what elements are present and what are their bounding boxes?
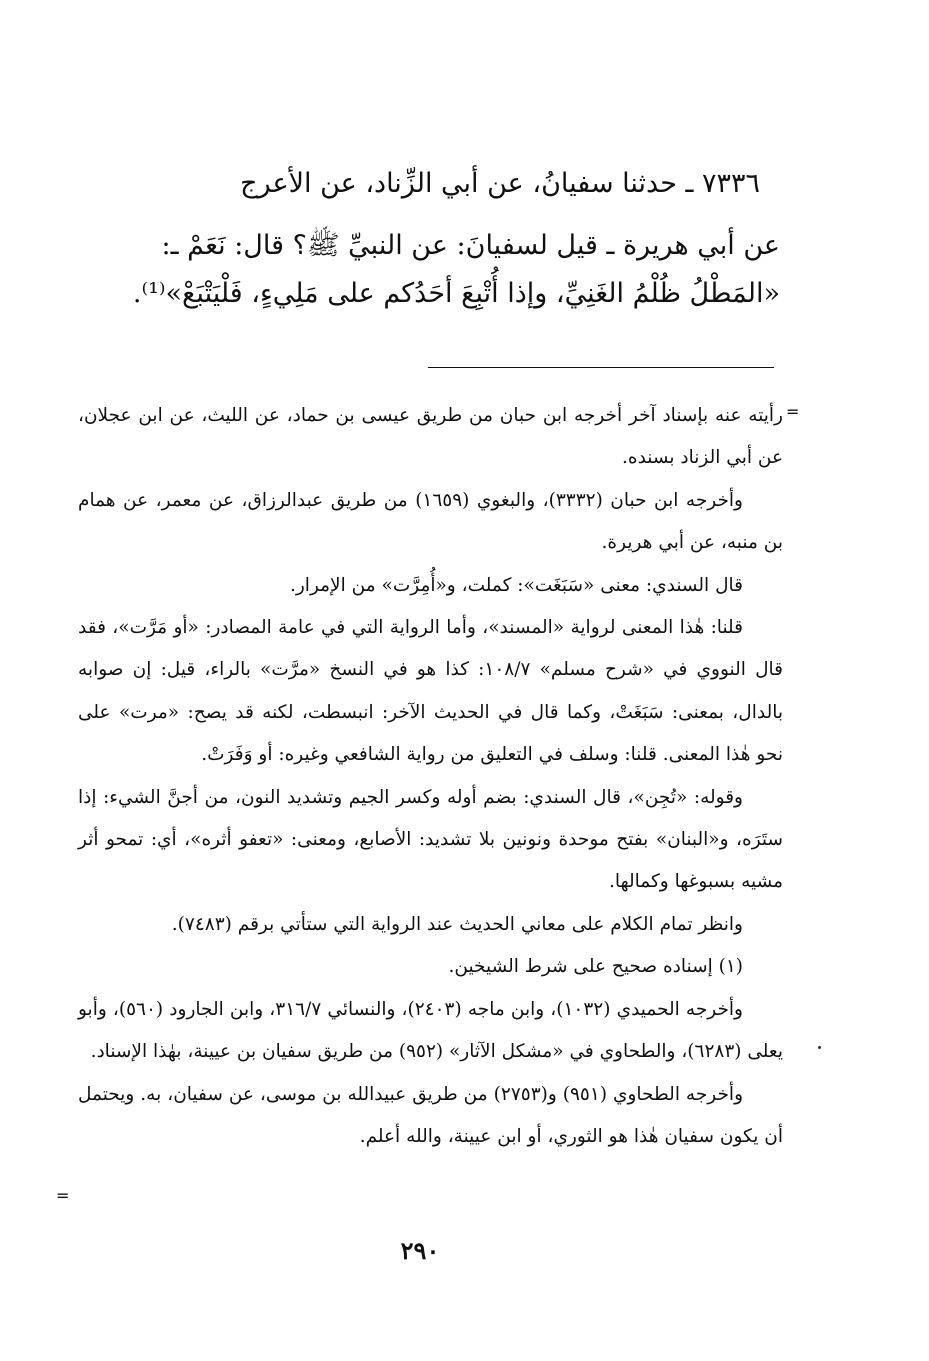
footnote-paragraph: قلنا: هٰذا المعنى لرواية «المسند»، وأما الرواية التي في عامة المصادر: «أو مَرَّت»، فقد قال النووي في «شرح مسلم» ١٠٨/٧: كذا هو في النسخ «مرَّت» بالراء، قيل: إن صوابه بالدال، بمعنى: سَبَغَتْ، وكما قال في الحديث الآخر: انبسطت، لكنه قد يصح: «مرت» على نحو هٰذا المعنى. قلنا: وسلف في التعليق من رواية الشافعي وغيره: أو وَفَرَتْ.: [78, 617, 783, 766]
scan-speck: [818, 1046, 821, 1049]
continuation-mark-bottom: =: [56, 1186, 70, 1205]
hadith-line-2: عن أبي هريرة ـ قيل لسفيانَ: عن النبيِّ ﷺ؟ قال: نَعَمْ ـ:: [161, 230, 780, 261]
footnote-paragraph: وأخرجه الحميدي (١٠٣٢)، وابن ماجه (٢٤٠٣)، والنسائي ٣١٦/٧، وابن الجارود (٥٦٠)، وأبو يعلى (٦٢٨٣)، والطحاوي في «مشكل الآثار» (٩٥٢) من طريق سفيان بن عيينة، بهٰذا الإسناد.: [78, 998, 783, 1063]
footnote-divider: [428, 367, 774, 368]
page-number: ٢٩٠: [400, 1236, 440, 1265]
footnote-paragraph: رأيته عنه بإسناد آخر أخرجه ابن حبان من طريق عيسى بن حماد، عن الليث، عن ابن عجلان، عن أبي الزناد بسنده.: [78, 405, 783, 469]
footnotes: [78, 395, 783, 1158]
footnote-paragraph: (١) إسناده صحيح على شرط الشيخين.: [448, 956, 743, 978]
hadith-line-1: ٧٣٣٦ ـ حدثنا سفيانُ، عن أبي الزِّناد، عن الأعرج: [240, 168, 760, 199]
hadith-line-3: «المَطْلُ ظُلْمُ الغَنِيِّ، وإذا أُتْبِعَ أحَدُكم على مَلِيءٍ، فَلْيَتْبَعْ»⁽¹⁾.: [132, 278, 780, 309]
continuation-mark-top: =: [786, 402, 800, 421]
footnote-paragraph: وأخرجه الطحاوي (٩٥١) و(٢٧٥٣) من طريق عبيدالله بن موسى، عن سفيان، به. ويحتمل أن يكون سفيان هٰذا هو الثوري، أو ابن عيينة، والله أعلم.: [78, 1083, 783, 1147]
footnote-paragraph: قال السندي: معنى «سَبَغَت»: كملت، و«أُمِرَّت» من الإمرار.: [289, 574, 743, 596]
footnote-paragraph: وأخرجه ابن حبان (٣٣٣٢)، والبغوي (١٦٥٩) من طريق عبدالرزاق، عن معمر، عن همام بن منبه، عن أبي هريرة.: [78, 489, 783, 554]
footnote-paragraph: وقوله: «تُجِن»، قال السندي: بضم أوله وكسر الجيم وتشديد النون، من أجنَّ الشيء: إذا ستَرَه، و«البنان» بفتح موحدة ونونين بلا تشديد: الأصابع، ومعنى: «تعفو أثره»، أي: تمحو أثر مشيه بسبوغها وكمالها.: [78, 786, 783, 893]
footnote-paragraph: وانظر تمام الكلام على معاني الحديث عند الرواية التي ستأتي برقم (٧٤٨٣).: [171, 913, 743, 935]
